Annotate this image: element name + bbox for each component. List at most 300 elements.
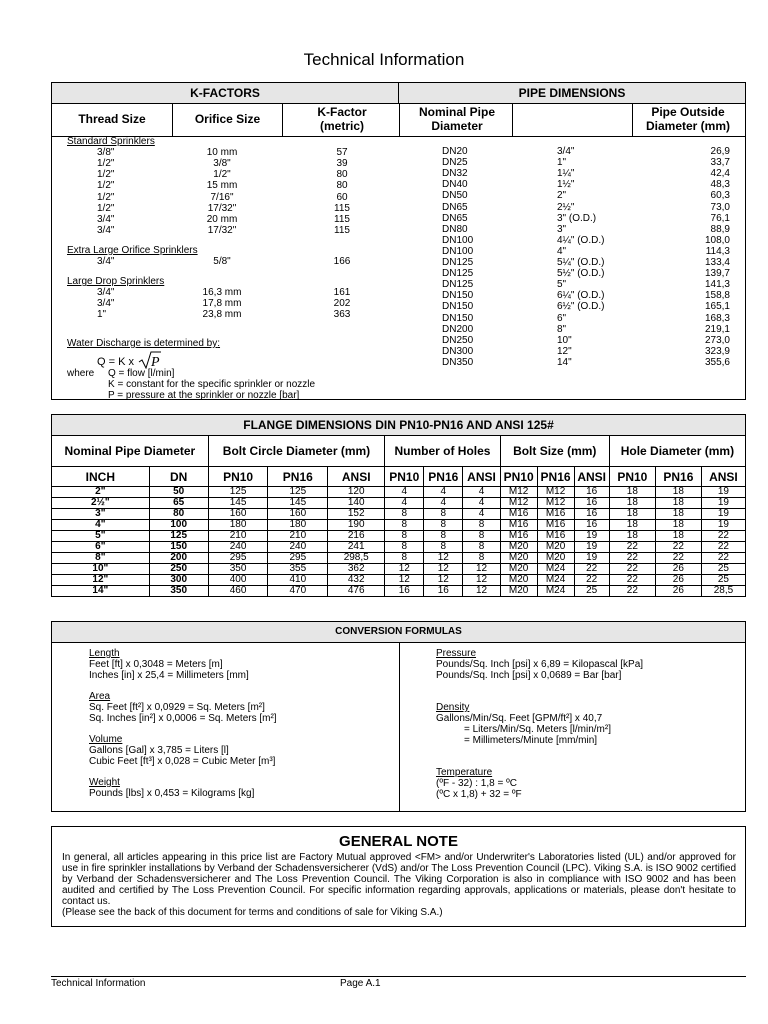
pipe-cell: 1½" bbox=[557, 179, 575, 191]
flange-subhead: DN bbox=[149, 467, 208, 487]
kfactors-header: K-FACTORS bbox=[52, 83, 399, 104]
col-pipe-outside: Pipe Outside Diameter (mm) bbox=[645, 105, 731, 133]
pipe-cell: 42,4 bbox=[710, 168, 730, 180]
kfactor-cell: 17/32" bbox=[207, 202, 237, 214]
flange-cell: 4 bbox=[424, 498, 463, 509]
kfactor-cell: 1/2" bbox=[213, 169, 231, 181]
flange-cell: 18 bbox=[655, 487, 701, 498]
where-line: Q = flow [l/min] bbox=[108, 368, 175, 379]
flange-cell: 150 bbox=[149, 542, 208, 553]
flange-cell: 8 bbox=[424, 531, 463, 542]
flange-cell: 18 bbox=[655, 531, 701, 542]
where-line: K = constant for the specific sprinkler or nozzle bbox=[108, 379, 316, 390]
flange-cell: 12 bbox=[385, 575, 424, 586]
flange-cell: 19 bbox=[701, 520, 745, 531]
pipe-cell: 14" bbox=[557, 356, 572, 368]
col-divider bbox=[282, 104, 283, 136]
flange-cell: 26 bbox=[655, 575, 701, 586]
flange-cell: 65 bbox=[149, 498, 208, 509]
flange-cell: M20 bbox=[500, 575, 537, 586]
flange-cell: M16 bbox=[537, 509, 574, 520]
panel-divider bbox=[399, 104, 400, 136]
flange-cell: 25 bbox=[701, 575, 745, 586]
pipe-cell: 323,9 bbox=[704, 345, 730, 357]
pipe-cell: 165,1 bbox=[704, 301, 730, 313]
flange-row bbox=[52, 498, 746, 509]
flange-row bbox=[52, 564, 746, 575]
pipe-cell: 60,3 bbox=[710, 190, 730, 202]
kfactor-pipe-panel bbox=[51, 82, 746, 400]
pipe-cell: DN150 bbox=[442, 290, 474, 302]
flange-subhead: INCH bbox=[52, 467, 150, 487]
kfactor-cell: 60 bbox=[336, 191, 348, 203]
flange-cell: 22 bbox=[574, 575, 609, 586]
flange-cell: 22 bbox=[655, 553, 701, 564]
flange-cell: 22 bbox=[701, 531, 745, 542]
kfactor-cell: 3/8" bbox=[97, 147, 115, 159]
flange-cell: 22 bbox=[609, 542, 655, 553]
kfactor-cell: 1/2" bbox=[97, 191, 115, 203]
kfactor-cell: 39 bbox=[336, 158, 348, 170]
flange-cell: 362 bbox=[328, 564, 385, 575]
flange-row bbox=[52, 531, 746, 542]
flange-cell: 8 bbox=[463, 542, 500, 553]
flange-cell: 18 bbox=[609, 509, 655, 520]
pipe-cell: 76,1 bbox=[710, 212, 730, 224]
flange-subhead: ANSI bbox=[328, 467, 385, 487]
flange-row bbox=[52, 553, 746, 564]
flange-cell: 4 bbox=[463, 498, 500, 509]
pipe-cell: 26,9 bbox=[710, 146, 730, 157]
kfactor-cell: 1/2" bbox=[97, 169, 115, 181]
flange-cell: 16 bbox=[424, 586, 463, 597]
flange-cell: 125 bbox=[268, 487, 328, 498]
pipe-cell: 4" bbox=[557, 245, 567, 257]
flange-cell: 14" bbox=[52, 586, 150, 597]
flange-cell: 16 bbox=[385, 586, 424, 597]
temperature-line: (ºC x 1,8) + 32 = ºF bbox=[436, 789, 522, 800]
col-divider bbox=[632, 104, 633, 136]
flange-cell: 2" bbox=[52, 487, 150, 498]
flange-cell: 355 bbox=[268, 564, 328, 575]
col-divider bbox=[512, 104, 513, 136]
flange-cell: 4 bbox=[463, 509, 500, 520]
pipe-cell: DN250 bbox=[442, 334, 474, 346]
pipe-cell: DN65 bbox=[442, 212, 468, 224]
volume-title: Volume bbox=[89, 734, 123, 745]
area-title: Area bbox=[89, 691, 111, 702]
flange-cell: 210 bbox=[268, 531, 328, 542]
pipe-cell: DN32 bbox=[442, 168, 468, 180]
flange-group-head: Nominal Pipe Diameter bbox=[52, 436, 209, 467]
pipe-cell: 5½" (O.D.) bbox=[557, 268, 605, 280]
kfactor-cell: 7/16" bbox=[210, 191, 234, 203]
flange-subhead: PN16 bbox=[537, 467, 574, 487]
where-line: P = pressure at the sprinkler or nozzle [bar] bbox=[108, 390, 300, 401]
flange-cell: 16 bbox=[574, 520, 609, 531]
flange-cell: 300 bbox=[149, 575, 208, 586]
flange-cell: 22 bbox=[609, 586, 655, 597]
flange-cell: 22 bbox=[609, 553, 655, 564]
conversion-left bbox=[89, 648, 389, 799]
kfactor-cell: 5/8" bbox=[213, 256, 231, 267]
pipe-cell: DN125 bbox=[442, 268, 474, 280]
temperature-line: (ºF - 32) : 1,8 = ºC bbox=[436, 778, 517, 789]
flange-cell: 8 bbox=[385, 542, 424, 553]
where-label: where bbox=[67, 368, 95, 379]
flange-cell: 4 bbox=[385, 487, 424, 498]
flange-cell: 145 bbox=[208, 498, 268, 509]
pipe-cell: 48,3 bbox=[710, 179, 730, 191]
flange-cell: 5" bbox=[52, 531, 150, 542]
flange-group-head: Number of Holes bbox=[385, 436, 500, 467]
flange-cell: M12 bbox=[537, 487, 574, 498]
flange-cell: 16 bbox=[574, 509, 609, 520]
pipe-cell: 108,0 bbox=[704, 234, 730, 246]
pipe-cell: DN300 bbox=[442, 345, 474, 357]
flange-cell: 152 bbox=[328, 509, 385, 520]
flange-group-head: Bolt Size (mm) bbox=[500, 436, 609, 467]
pipe-cell: 10" bbox=[557, 334, 572, 346]
flange-cell: 8 bbox=[385, 509, 424, 520]
kfactor-cell: 115 bbox=[334, 224, 350, 236]
flange-cell: 240 bbox=[268, 542, 328, 553]
flange-cell: 125 bbox=[208, 487, 268, 498]
flange-cell: M20 bbox=[500, 553, 537, 564]
flange-cell: 210 bbox=[208, 531, 268, 542]
flange-cell: M20 bbox=[537, 542, 574, 553]
flange-cell: 350 bbox=[208, 564, 268, 575]
pipe-cell: DN40 bbox=[442, 179, 468, 191]
general-note-text: In general, all articles appearing in this price list are Factory Mutual approved <FM> and/or Underwriter's Laboratories listed (UL) and/or approved for use in fire sprinkler installations by Verband der Schadensversicherer (VdS) and/or The Loss Prevention Council (LPC). Viking S.A. is ISO 9002 certified by Verband der Schadensversicherer and The Loss Prevention Council. The Viking Corporation is also in compliance with ISO 9002 and has been audited and certified by The Loss Prevention Council. For specific information regarding approvals, applications or materials, please don't hesitate to contact us. bbox=[62, 852, 736, 907]
pipe-cell: DN80 bbox=[442, 223, 468, 235]
flange-cell: 10" bbox=[52, 564, 150, 575]
pipe-cell: DN150 bbox=[442, 301, 474, 313]
flange-cell: M16 bbox=[500, 520, 537, 531]
kfactor-cell: 363 bbox=[333, 309, 351, 321]
flange-cell: 125 bbox=[149, 531, 208, 542]
pipe-cell: 355,6 bbox=[704, 356, 730, 368]
flange-cell: M20 bbox=[500, 586, 537, 597]
flange-cell: 12 bbox=[463, 564, 500, 575]
flange-subhead: PN10 bbox=[385, 467, 424, 487]
pipe-cell: DN125 bbox=[442, 257, 474, 268]
flange-cell: 180 bbox=[208, 520, 268, 531]
kfactor-cell: 80 bbox=[336, 169, 348, 181]
panel-subheader-line bbox=[52, 136, 745, 137]
pipe-cell: 3/4" bbox=[557, 146, 575, 157]
pipe-cell: 1" bbox=[557, 157, 567, 169]
flange-cell: 200 bbox=[149, 553, 208, 564]
kfactor-cell: 166 bbox=[333, 256, 351, 267]
general-note-panel bbox=[51, 826, 746, 927]
flange-cell: 8 bbox=[385, 553, 424, 564]
pipe-cell: DN100 bbox=[442, 245, 474, 257]
pipe-cell: 33,7 bbox=[710, 157, 730, 169]
footer-page: Page A.1 bbox=[340, 978, 381, 989]
flange-subhead: PN16 bbox=[424, 467, 463, 487]
pipe-cell: DN20 bbox=[442, 146, 468, 157]
density-title: Density bbox=[436, 702, 470, 713]
flange-group-head: Hole Diameter (mm) bbox=[609, 436, 745, 467]
pipe-cell: 168,3 bbox=[704, 312, 730, 324]
kfactor-cell: 57 bbox=[336, 147, 348, 159]
kfactor-cell: 3/4" bbox=[97, 213, 115, 225]
general-note-text2: (Please see the back of this document for terms and conditions of sale for Viking S.A.) bbox=[62, 907, 443, 918]
flange-cell: 12 bbox=[424, 564, 463, 575]
pressure-title: Pressure bbox=[436, 648, 477, 659]
kfactor-cell: 3/4" bbox=[97, 298, 115, 310]
flange-row bbox=[52, 542, 746, 553]
flange-cell: 190 bbox=[328, 520, 385, 531]
area-line: Sq. Feet [ft²] x 0,0929 = Sq. Meters [m²] bbox=[89, 702, 265, 713]
flange-cell: 250 bbox=[149, 564, 208, 575]
flange-cell: 80 bbox=[149, 509, 208, 520]
flange-cell: 19 bbox=[574, 531, 609, 542]
flange-cell: 19 bbox=[574, 553, 609, 564]
flange-cell: 16 bbox=[574, 487, 609, 498]
col-orifice-size: Orifice Size bbox=[194, 112, 261, 126]
pipe-cell: DN200 bbox=[442, 323, 474, 335]
flange-subhead: ANSI bbox=[574, 467, 609, 487]
flange-cell: 145 bbox=[268, 498, 328, 509]
flange-cell: 19 bbox=[701, 487, 745, 498]
pipe-cell: 2" bbox=[557, 190, 567, 202]
kfactor-cell: 10 mm bbox=[206, 147, 238, 159]
flange-cell: 350 bbox=[149, 586, 208, 597]
pressure-line: Pounds/Sq. Inch [psi] x 6,89 = Kilopascal [kPa] bbox=[436, 659, 644, 670]
flange-cell: M16 bbox=[500, 509, 537, 520]
flange-cell: M24 bbox=[537, 564, 574, 575]
formula: Q = K x P bbox=[97, 351, 161, 369]
flange-cell: 18 bbox=[609, 531, 655, 542]
flange-cell: 8 bbox=[424, 542, 463, 553]
kfactor-group-label: Extra Large Orifice Sprinklers bbox=[67, 244, 198, 256]
density-line: = Liters/Min/Sq. Meters [l/min/m²] bbox=[464, 724, 611, 735]
flange-cell: M16 bbox=[537, 520, 574, 531]
weight-line: Pounds [lbs] x 0,453 = Kilograms [kg] bbox=[89, 788, 255, 799]
kfactor-cell: 3/8" bbox=[213, 158, 231, 170]
flange-subhead: PN16 bbox=[268, 467, 328, 487]
flange-cell: 6" bbox=[52, 542, 150, 553]
general-note-title: GENERAL NOTE bbox=[339, 833, 458, 850]
flange-group-head: Bolt Circle Diameter (mm) bbox=[208, 436, 385, 467]
kfactor-cell: 17,8 mm bbox=[202, 298, 242, 310]
flange-cell: 295 bbox=[268, 553, 328, 564]
col-kfactor: K-Factor (metric) bbox=[317, 105, 367, 133]
temperature-title: Temperature bbox=[436, 767, 493, 778]
col-thread-size: Thread Size bbox=[78, 112, 146, 126]
flange-row bbox=[52, 509, 746, 520]
flange-cell: 18 bbox=[655, 520, 701, 531]
density-line: Gallons/Min/Sq. Feet [GPM/ft²] x 40,7 bbox=[436, 713, 603, 724]
kfactor-cell: 1" bbox=[97, 309, 107, 321]
flange-cell: 4 bbox=[424, 487, 463, 498]
flange-subhead: PN10 bbox=[500, 467, 537, 487]
area-line: Sq. Inches [in²] x 0,0006 = Sq. Meters [m²] bbox=[89, 713, 277, 724]
page-title: Technical Information bbox=[303, 50, 465, 69]
flange-cell: 8 bbox=[424, 509, 463, 520]
kfactor-cell: 161 bbox=[333, 287, 351, 299]
flange-cell: 295 bbox=[208, 553, 268, 564]
flange-cell: 2½" bbox=[52, 498, 150, 509]
flange-cell: 22 bbox=[574, 564, 609, 575]
flange-cell: 28,5 bbox=[701, 586, 745, 597]
kfactor-group-label: Standard Sprinklers bbox=[67, 136, 155, 147]
flange-cell: 22 bbox=[609, 575, 655, 586]
flange-cell: 12 bbox=[463, 586, 500, 597]
conversion-header: CONVERSION FORMULAS bbox=[52, 622, 745, 643]
sqrt-icon bbox=[137, 351, 161, 369]
col-nominal-pipe: Nominal Pipe Diameter bbox=[418, 105, 495, 133]
flange-row bbox=[52, 487, 746, 498]
flange-row bbox=[52, 575, 746, 586]
flange-cell: 8 bbox=[463, 520, 500, 531]
flange-cell: 19 bbox=[701, 509, 745, 520]
flange-header: FLANGE DIMENSIONS DIN PN10-PN16 AND ANSI 125# bbox=[52, 415, 746, 436]
flange-cell: 8" bbox=[52, 553, 150, 564]
flange-cell: 241 bbox=[328, 542, 385, 553]
pipe-cell: 6½" (O.D.) bbox=[557, 301, 605, 313]
conversion-panel bbox=[51, 621, 746, 812]
pipe-cell: 2½" bbox=[557, 201, 575, 213]
conversion-divider bbox=[399, 642, 400, 811]
flange-subhead: ANSI bbox=[463, 467, 500, 487]
kfactor-group-label: Large Drop Sprinklers bbox=[67, 276, 165, 288]
flange-cell: M20 bbox=[500, 564, 537, 575]
weight-title: Weight bbox=[89, 777, 120, 788]
flange-subhead: ANSI bbox=[701, 467, 745, 487]
flange-cell: 400 bbox=[208, 575, 268, 586]
flange-cell: 432 bbox=[328, 575, 385, 586]
flange-cell: 8 bbox=[463, 553, 500, 564]
flange-subhead: PN10 bbox=[609, 467, 655, 487]
length-line: Inches [in] x 25,4 = Millimeters [mm] bbox=[89, 670, 249, 681]
footer-left: Technical Information bbox=[51, 978, 146, 989]
pipe-cell: 3" bbox=[557, 223, 567, 235]
flange-cell: M16 bbox=[500, 531, 537, 542]
flange-cell: 22 bbox=[609, 564, 655, 575]
pipe-cell: 133,4 bbox=[704, 257, 730, 268]
flange-cell: 26 bbox=[655, 586, 701, 597]
flange-cell: 160 bbox=[208, 509, 268, 520]
flange-cell: 12 bbox=[385, 564, 424, 575]
flange-cell: 50 bbox=[149, 487, 208, 498]
flange-cell: M12 bbox=[500, 487, 537, 498]
flange-cell: 18 bbox=[655, 498, 701, 509]
flange-cell: 12 bbox=[463, 575, 500, 586]
flange-cell: 18 bbox=[655, 509, 701, 520]
flange-cell: 12" bbox=[52, 575, 150, 586]
flange-cell: 19 bbox=[701, 498, 745, 509]
pipe-cell: 114,3 bbox=[705, 245, 730, 257]
flange-cell: 25 bbox=[701, 564, 745, 575]
flange-cell: M12 bbox=[500, 498, 537, 509]
pipe-cell: DN25 bbox=[442, 157, 468, 169]
flange-cell: 18 bbox=[609, 520, 655, 531]
flange-cell: 298,5 bbox=[328, 553, 385, 564]
pipe-cell: 1¼" bbox=[557, 168, 575, 180]
flange-cell: M24 bbox=[537, 575, 574, 586]
pipe-cell: 88,9 bbox=[710, 223, 730, 235]
flange-cell: 8 bbox=[385, 531, 424, 542]
pipe-cell: 6" bbox=[557, 312, 567, 324]
pipe-cell: DN65 bbox=[442, 201, 468, 213]
flange-cell: 180 bbox=[268, 520, 328, 531]
pipe-cell: 139,7 bbox=[704, 268, 730, 280]
flange-cell: 4 bbox=[385, 498, 424, 509]
kfactor-cell: 20 mm bbox=[206, 213, 238, 225]
kfactor-cell: 202 bbox=[333, 298, 351, 310]
kfactor-cell: 115 bbox=[334, 202, 350, 214]
pipe-cell: 5¼" (O.D.) bbox=[557, 257, 605, 268]
conversion-right bbox=[436, 648, 736, 800]
water-discharge-label: Water Discharge is determined by: bbox=[67, 338, 221, 349]
kfactor-cell: 1/2" bbox=[97, 202, 115, 214]
flange-cell: 4 bbox=[463, 487, 500, 498]
pipe-cell: DN350 bbox=[442, 356, 474, 368]
kfactor-cell: 115 bbox=[334, 213, 350, 225]
flange-cell: 140 bbox=[328, 498, 385, 509]
pipe-header: PIPE DIMENSIONS bbox=[399, 83, 745, 104]
flange-cell: 12 bbox=[424, 575, 463, 586]
pipe-cell: 273,0 bbox=[704, 334, 730, 346]
length-line: Feet [ft] x 0,3048 = Meters [m] bbox=[89, 659, 223, 670]
flange-cell: 4" bbox=[52, 520, 150, 531]
flange-table bbox=[51, 414, 746, 597]
flange-row bbox=[52, 520, 746, 531]
kfactor-cell: 1/2" bbox=[97, 158, 115, 170]
pipe-cell: 4¼" (O.D.) bbox=[557, 234, 605, 246]
pressure-line: Pounds/Sq. Inch [psi] x 0,0689 = Bar [bar] bbox=[436, 670, 622, 681]
volume-line: Cubic Feet [ft³] x 0,028 = Cubic Meter [m³] bbox=[89, 756, 276, 767]
flange-cell: 8 bbox=[463, 531, 500, 542]
kfactor-cell: 23,8 mm bbox=[202, 309, 242, 321]
pipe-cell: DN125 bbox=[442, 279, 474, 291]
flange-cell: 25 bbox=[574, 586, 609, 597]
length-title: Length bbox=[89, 648, 120, 659]
kfactor-cell: 1/2" bbox=[97, 180, 115, 192]
flange-cell: M20 bbox=[537, 553, 574, 564]
pipe-cell: 73,0 bbox=[710, 201, 730, 213]
kfactor-cell: 16,3 mm bbox=[202, 287, 242, 299]
kfactor-cell: 15 mm bbox=[206, 180, 238, 192]
pipe-cell: DN50 bbox=[442, 190, 468, 202]
flange-cell: 410 bbox=[268, 575, 328, 586]
flange-cell: 19 bbox=[574, 542, 609, 553]
flange-cell: 460 bbox=[208, 586, 268, 597]
footer-line bbox=[51, 976, 746, 977]
kfactor-cell: 3/4" bbox=[97, 287, 115, 299]
pipe-cell: 5" bbox=[557, 279, 567, 291]
flange-cell: M24 bbox=[537, 586, 574, 597]
flange-cell: 3" bbox=[52, 509, 150, 520]
pipe-cell: DN150 bbox=[442, 312, 474, 324]
pipe-cell: 12" bbox=[557, 345, 572, 357]
kfactor-cell: 3/4" bbox=[97, 224, 115, 236]
flange-cell: 216 bbox=[328, 531, 385, 542]
flange-cell: 22 bbox=[701, 553, 745, 564]
kfactor-cell: 3/4" bbox=[97, 256, 115, 267]
flange-cell: 18 bbox=[609, 498, 655, 509]
volume-line: Gallons [Gal] x 3,785 = Liters [l] bbox=[89, 745, 229, 756]
pipe-cell: DN100 bbox=[442, 234, 474, 246]
flange-cell: 476 bbox=[328, 586, 385, 597]
pipe-cell: 3" (O.D.) bbox=[557, 212, 597, 224]
flange-row bbox=[52, 586, 746, 597]
flange-cell: M16 bbox=[537, 531, 574, 542]
flange-cell: 8 bbox=[385, 520, 424, 531]
